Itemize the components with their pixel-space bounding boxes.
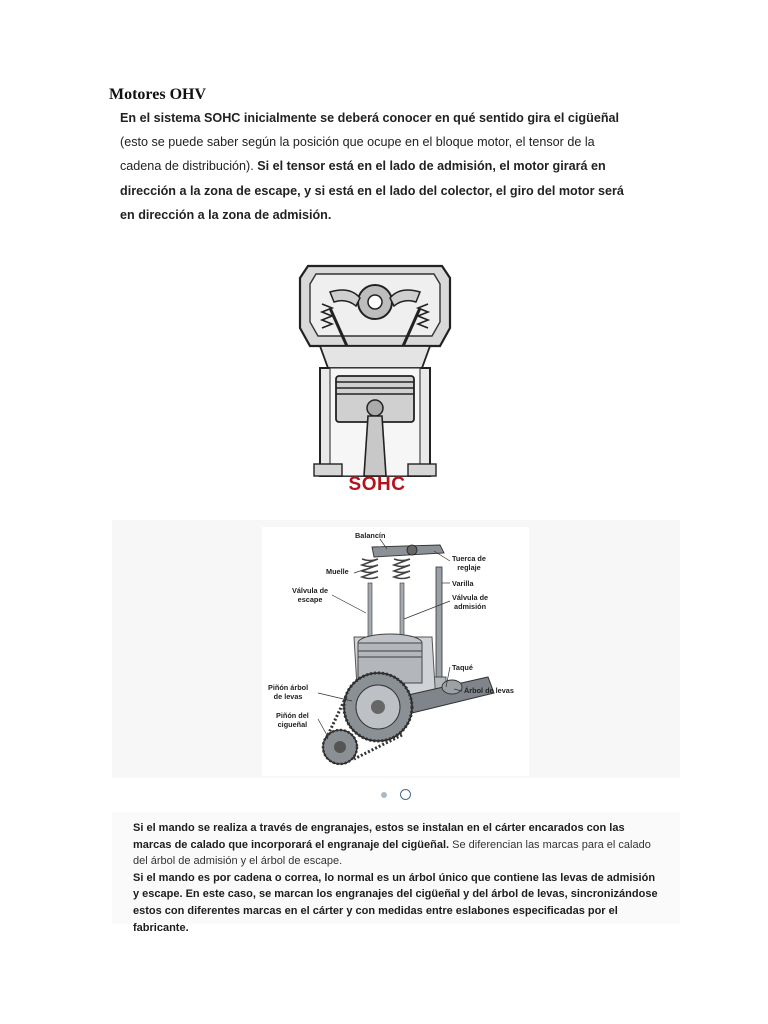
drive-bold-1: Si el mando se realiza a través de engranajes, estos se instalan en el cárter encarados con las marcas de calado que incorporará el engranaje del cigüeñal.: [133, 822, 625, 851]
sohc-engine-illustration: [290, 258, 460, 503]
intro-paragraph: [120, 106, 625, 227]
carousel-dot-2-active[interactable]: [400, 789, 411, 800]
label-pinon-cigueñal: Piñón del cigueñal: [276, 711, 309, 729]
label-pinon-arbol: Piñón árbol de levas: [268, 683, 309, 701]
drive-bold-2: Si el mando es por cadena o correa, lo normal es un árbol único que contiene las levas de admisión y escape. En este caso, se marcan los engranajes del cigüeñal y del árbol de levas, sincronizándose estos con diferentes marcas en el cárter y con medidas entre eslabones especificadas por el fabricante.: [133, 871, 658, 934]
intro-text: (esto se puede saber según la posición que ocupe en el bloque motor, el tensor de la cadena de distribución).: [120, 135, 595, 174]
label-taque: Taqué: [452, 663, 473, 672]
drive-text-1: Se diferencian las marcas para el calado del árbol de admisión y el árbol de escape.: [133, 838, 651, 868]
valvetrain-diagram: [262, 527, 529, 776]
label-arbol-levas: Árbol de levas: [464, 686, 514, 695]
carousel-dot-1[interactable]: [381, 792, 387, 798]
section-heading: Motores OHV: [109, 86, 207, 103]
label-valvula-escape: Válvula de escape: [292, 586, 329, 604]
drive-paragraph: [133, 820, 663, 936]
sohc-caption: SOHC: [348, 474, 406, 495]
label-valvula-admision: Válvula de admisión: [452, 593, 489, 611]
label-tuerca-reglaje: Tuerca de reglaje: [452, 554, 486, 572]
label-muelle: Muelle: [326, 567, 349, 576]
label-balancin: Balancín: [355, 531, 386, 540]
label-varilla: Varilla: [452, 579, 474, 588]
valvetrain-illustration: [262, 527, 529, 776]
intro-bold-1: En el sistema SOHC inicialmente se deberá conocer en qué sentido gira el cigüeñal: [120, 111, 620, 125]
intro-bold-2: Si el tensor está en el lado de admisión, el motor girará en dirección a la zona de escape, y si está en el lado del colector, el giro del motor será en dirección a la zona de admisión.: [120, 159, 624, 222]
carousel-pagination: [376, 789, 416, 801]
